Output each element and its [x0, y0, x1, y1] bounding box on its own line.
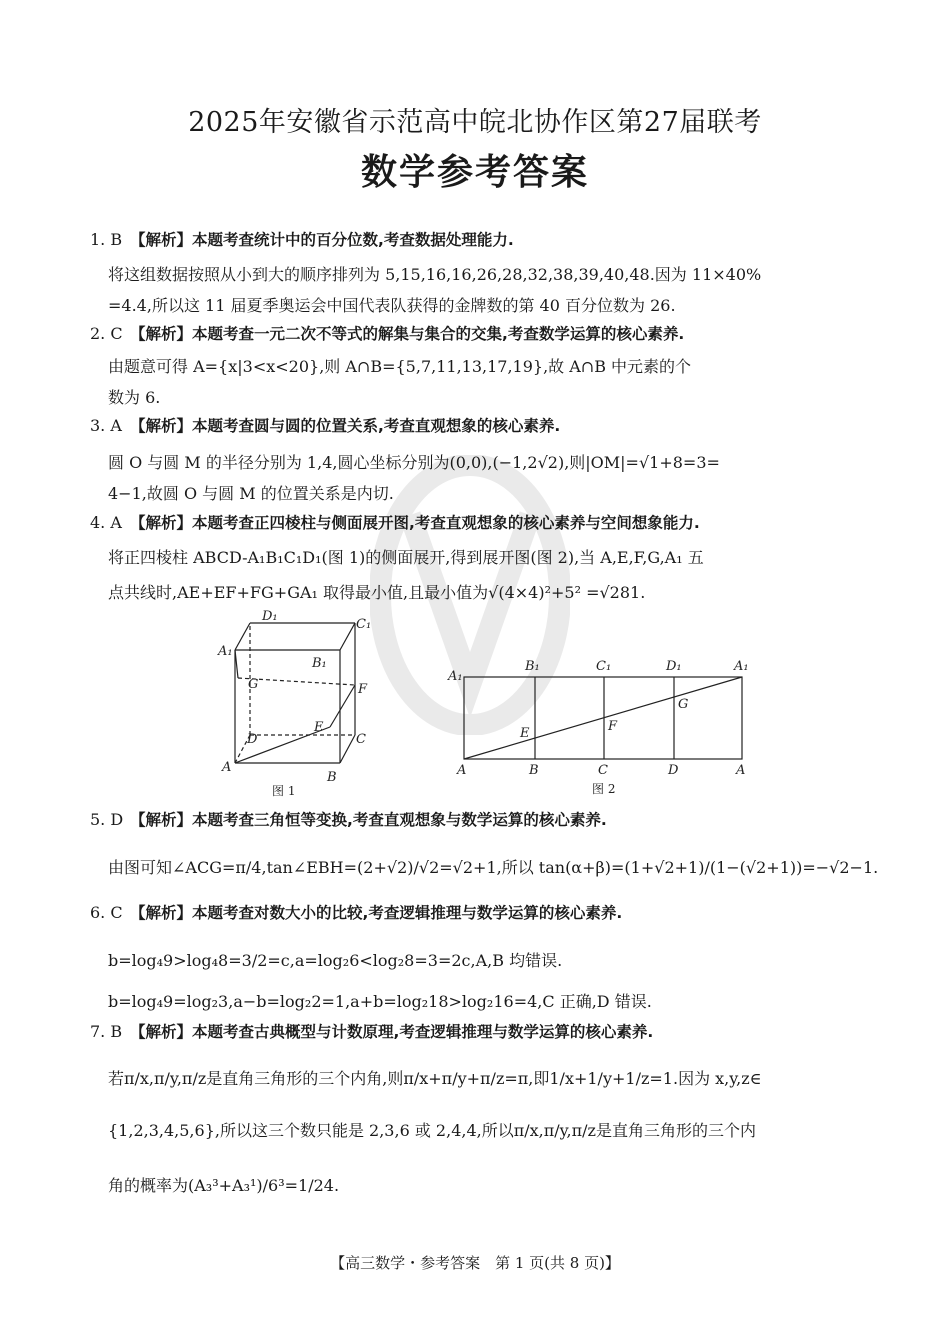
fig1-label-E: E [314, 720, 324, 735]
fig1-label-G: G [248, 677, 259, 692]
question-number: 2. C [90, 324, 123, 343]
answer-line: b=log₄9=log₂3,a−b=log₂2=1,a+b=log₂18>log₂16=4,C 正确,D 错误. [108, 992, 652, 1011]
document-subtitle: 数学参考答案 [360, 151, 589, 193]
question-1-header [90, 230, 514, 250]
question-number: 4. A [90, 513, 122, 532]
question-4-header [90, 513, 700, 533]
fig2-label-B1: B₁ [525, 659, 540, 674]
fig2-label-B: B [529, 763, 539, 778]
fig1-label-C1: C₁ [356, 617, 372, 632]
answer-line: 数为 6. [108, 388, 161, 407]
question-analysis-tag: 【解析】本题考查对数大小的比较,考查逻辑推理与数学运算的核心素养. [130, 904, 623, 922]
answer-line: 圆 O 与圆 M 的半径分别为 1,4,圆心坐标分别为(0,0),(−1,2√2),则|OM|=√1+8=3= [108, 453, 720, 472]
question-analysis-tag: 【解析】本题考查圆与圆的位置关系,考查直观想象的核心素养. [130, 417, 561, 435]
answer-line: {1,2,3,4,5,6},所以这三个数只能是 2,3,6 或 2,4,4,所以π/x,π/y,π/z是直角三角形的三个内 [108, 1121, 756, 1140]
fig2-label-F: F [608, 719, 618, 734]
question-number: 5. D [90, 810, 124, 829]
fig1-label-D1: D₁ [262, 609, 278, 624]
fig1-label-D: D [247, 732, 258, 747]
fig1-label-C: C [356, 732, 366, 747]
answer-line: 将正四棱柱 ABCD-A₁B₁C₁D₁(图 1)的侧面展开,得到展开图(图 2),当 A,E,F,G,A₁ 五 [108, 548, 704, 567]
answer-line: 若π/x,π/y,π/z是直角三角形的三个内角,则π/x+π/y+π/z=π,即1/x+1/y+1/z=1.因为 x,y,z∈ [108, 1069, 762, 1088]
answer-line: 角的概率为(A₃³+A₃¹)/6³=1/24. [108, 1176, 340, 1195]
answer-line: 由题意可得 A={x|3<x<20},则 A∩B={5,7,11,13,17,19},故 A∩B 中元素的个 [108, 357, 692, 376]
fig2-label-G: G [678, 697, 689, 712]
fig2-label-D1: D₁ [666, 659, 682, 674]
fig1-label-A: A [222, 760, 232, 775]
answer-line: b=log₄9>log₄8=3/2=c,a=log₂6<log₂8=3=2c,A,B 均错误. [108, 951, 563, 970]
fig2-label-A1-left: A₁ [448, 669, 463, 684]
document-title: 2025年安徽省示范高中皖北协作区第27届联考 [188, 107, 762, 138]
fig1-label-A1: A₁ [218, 644, 233, 659]
fig1-label-B1: B₁ [312, 656, 327, 671]
question-number: 3. A [90, 416, 122, 435]
question-7-header [90, 1022, 653, 1042]
answer-line: =4.4,所以这 11 届夏季奥运会中国代表队获得的金牌数的第 40 百分位数为 26. [108, 296, 676, 315]
question-number: 7. B [90, 1022, 123, 1041]
answer-line: 由图可知∠ACG=π/4,tan∠EBH=(2+√2)/√2=√2+1,所以 tan(α+β)=(1+√2+1)/(1−(√2+1))=−√2−1. [108, 858, 879, 877]
fig2-label-A-right: A [736, 763, 746, 778]
question-analysis-tag: 【解析】本题考查一元二次不等式的解集与集合的交集,考查数学运算的核心素养. [130, 325, 685, 343]
question-3-header [90, 416, 560, 436]
answer-line: 点共线时,AE+EF+FG+GA₁ 取得最小值,且最小值为√(4×4)²+5² =√281. [108, 583, 646, 602]
answer-line: 4−1,故圆 O 与圆 M 的位置关系是内切. [108, 484, 394, 503]
fig2-label-C1: C₁ [596, 659, 612, 674]
fig2-label-E: E [520, 726, 530, 741]
fig1-label-B: B [327, 770, 337, 785]
fig2-label-D: D [668, 763, 679, 778]
question-2-header [90, 324, 684, 344]
page-footer: 【高三数学・参考答案 第 1 页(共 8 页)】 [330, 1254, 620, 1272]
fig2-label-A1-right: A₁ [734, 659, 749, 674]
fig2-caption: 图 2 [592, 782, 616, 796]
figure-1-prism [210, 605, 380, 800]
answer-line: 将这组数据按照从小到大的顺序排列为 5,15,16,16,26,28,32,38,39,40,48.因为 11×40% [108, 265, 762, 284]
question-analysis-tag: 【解析】本题考查正四棱柱与侧面展开图,考查直观想象的核心素养与空间想象能力. [130, 514, 700, 532]
fig1-caption: 图 1 [272, 784, 296, 798]
question-analysis-tag: 【解析】本题考查古典概型与计数原理,考查逻辑推理与数学运算的核心素养. [130, 1023, 654, 1041]
fig1-label-F: F [358, 682, 368, 697]
question-analysis-tag: 【解析】本题考查三角恒等变换,考查直观想象与数学运算的核心素养. [130, 811, 607, 829]
fig2-label-A-left: A [457, 763, 467, 778]
question-number: 1. B [90, 230, 123, 249]
question-analysis-tag: 【解析】本题考查统计中的百分位数,考查数据处理能力. [130, 231, 514, 249]
fig2-label-C: C [598, 763, 608, 778]
question-number: 6. C [90, 903, 123, 922]
figure-2-unfolded [440, 650, 770, 800]
question-5-header [90, 810, 607, 830]
question-6-header [90, 903, 622, 923]
